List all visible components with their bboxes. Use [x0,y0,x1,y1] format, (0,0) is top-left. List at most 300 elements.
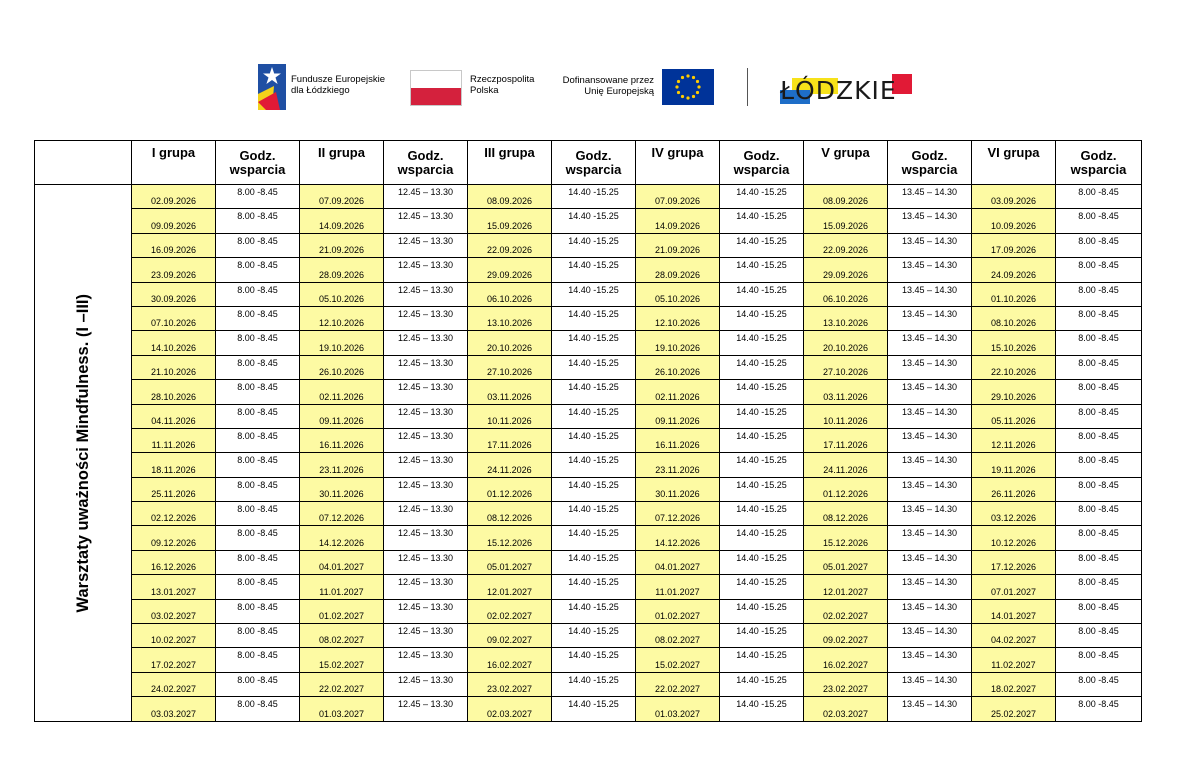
time-cell: 8.00 -8.45 [216,624,300,648]
time-cell: 14.40 -15.25 [552,185,636,209]
time-cell: 14.40 -15.25 [720,380,804,404]
header-group-3 [468,141,552,185]
time-cell: 14.40 -15.25 [720,672,804,696]
date-cell: 13.10.2026 [804,306,888,330]
time-cell: 8.00 -8.45 [1056,599,1142,623]
time-cell: 14.40 -15.25 [720,599,804,623]
header-hours-5 [888,141,972,185]
time-cell: 14.40 -15.25 [552,453,636,477]
date-cell: 10.11.2026 [468,404,552,428]
time-cell: 8.00 -8.45 [216,185,300,209]
date-cell: 01.03.2027 [636,697,720,721]
date-cell: 02.12.2026 [132,502,216,526]
date-cell: 14.01.2027 [972,599,1056,623]
header-row [35,141,1142,185]
time-cell: 8.00 -8.45 [1056,550,1142,574]
table-row [35,258,1142,282]
date-cell: 08.10.2026 [972,306,1056,330]
date-cell: 08.02.2027 [636,624,720,648]
date-cell: 26.11.2026 [972,477,1056,501]
date-cell: 05.01.2027 [804,550,888,574]
date-cell: 15.02.2027 [636,648,720,672]
time-cell: 14.40 -15.25 [720,428,804,452]
date-cell: 08.09.2026 [804,185,888,209]
header-line2: wsparcia [565,161,622,177]
time-cell: 13.45 – 14.30 [888,209,972,233]
time-cell: 14.40 -15.25 [552,672,636,696]
header-line1: Godz. [1080,147,1117,163]
date-cell: 22.02.2027 [300,672,384,696]
date-cell: 04.02.2027 [972,624,1056,648]
time-cell: 14.40 -15.25 [552,502,636,526]
table-row [35,355,1142,379]
date-cell: 22.02.2027 [636,672,720,696]
header-hours-3 [552,141,636,185]
time-cell: 13.45 – 14.30 [888,355,972,379]
date-cell: 29.09.2026 [468,258,552,282]
date-cell: 11.11.2026 [132,428,216,452]
header-hours-6 [1056,141,1142,185]
table-row [35,209,1142,233]
time-cell: 8.00 -8.45 [1056,209,1142,233]
date-cell: 07.09.2026 [636,185,720,209]
time-cell: 8.00 -8.45 [216,648,300,672]
time-cell: 12.45 – 13.30 [384,697,468,721]
date-cell: 23.11.2026 [636,453,720,477]
time-cell: 14.40 -15.25 [552,258,636,282]
date-cell: 02.02.2027 [468,599,552,623]
date-cell: 03.09.2026 [972,185,1056,209]
date-cell: 09.11.2026 [300,404,384,428]
time-cell: 14.40 -15.25 [720,355,804,379]
fe-line2: dla Łódzkiego [291,85,350,96]
date-cell: 10.11.2026 [804,404,888,428]
time-cell: 14.40 -15.25 [720,453,804,477]
date-cell: 17.11.2026 [804,428,888,452]
header-line2: wsparcia [397,161,454,177]
date-cell: 26.10.2026 [636,355,720,379]
date-cell: 08.09.2026 [468,185,552,209]
date-cell: 19.10.2026 [300,331,384,355]
time-cell: 12.45 – 13.30 [384,502,468,526]
time-cell: 14.40 -15.25 [552,209,636,233]
date-cell: 03.11.2026 [468,380,552,404]
header-line1: VI grupa [987,145,1040,160]
header-line1: V grupa [821,145,870,160]
time-cell: 12.45 – 13.30 [384,599,468,623]
time-cell: 12.45 – 13.30 [384,477,468,501]
rzeczpospolita-logo [410,70,540,110]
fe-line1: Fundusze Europejskie [291,74,385,85]
date-cell: 16.09.2026 [132,233,216,257]
time-cell: 8.00 -8.45 [216,502,300,526]
date-cell: 15.09.2026 [804,209,888,233]
time-cell: 12.45 – 13.30 [384,331,468,355]
time-cell: 8.00 -8.45 [216,575,300,599]
date-cell: 03.12.2026 [972,502,1056,526]
time-cell: 14.40 -15.25 [720,550,804,574]
date-cell: 07.12.2026 [300,502,384,526]
logo-divider [747,68,748,106]
time-cell: 14.40 -15.25 [720,306,804,330]
time-cell: 13.45 – 14.30 [888,477,972,501]
table-row [35,233,1142,257]
date-cell: 23.02.2027 [804,672,888,696]
time-cell: 8.00 -8.45 [216,355,300,379]
date-cell: 11.01.2027 [300,575,384,599]
header-corner [35,141,132,185]
time-cell: 12.45 – 13.30 [384,306,468,330]
header-group-2 [300,141,384,185]
time-cell: 14.40 -15.25 [552,599,636,623]
time-cell: 14.40 -15.25 [552,355,636,379]
date-cell: 01.12.2026 [804,477,888,501]
time-cell: 12.45 – 13.30 [384,624,468,648]
time-cell: 8.00 -8.45 [216,453,300,477]
rp-line1: Rzeczpospolita [470,74,535,85]
time-cell: 8.00 -8.45 [216,404,300,428]
date-cell: 09.11.2026 [636,404,720,428]
table-row [35,599,1142,623]
time-cell: 8.00 -8.45 [1056,355,1142,379]
time-cell: 14.40 -15.25 [720,526,804,550]
date-cell: 03.03.2027 [132,697,216,721]
time-cell: 8.00 -8.45 [216,550,300,574]
date-cell: 01.03.2027 [300,697,384,721]
fundusze-europejskie-logo [258,64,398,112]
time-cell: 8.00 -8.45 [1056,331,1142,355]
time-cell: 8.00 -8.45 [1056,258,1142,282]
time-cell: 12.45 – 13.30 [384,648,468,672]
date-cell: 14.12.2026 [636,526,720,550]
time-cell: 13.45 – 14.30 [888,502,972,526]
date-cell: 07.09.2026 [300,185,384,209]
date-cell: 30.09.2026 [132,282,216,306]
time-cell: 13.45 – 14.30 [888,306,972,330]
date-cell: 14.09.2026 [300,209,384,233]
date-cell: 09.09.2026 [132,209,216,233]
date-cell: 18.02.2027 [972,672,1056,696]
date-cell: 15.12.2026 [804,526,888,550]
header-line1: IV grupa [651,145,704,160]
side-label-cell [35,185,132,722]
table-row [35,672,1142,696]
date-cell: 04.01.2027 [300,550,384,574]
time-cell: 13.45 – 14.30 [888,526,972,550]
time-cell: 14.40 -15.25 [720,648,804,672]
table-row [35,648,1142,672]
date-cell: 05.10.2026 [636,282,720,306]
date-cell: 23.11.2026 [300,453,384,477]
time-cell: 12.45 – 13.30 [384,550,468,574]
time-cell: 8.00 -8.45 [216,233,300,257]
date-cell: 27.10.2026 [804,355,888,379]
time-cell: 8.00 -8.45 [1056,648,1142,672]
date-cell: 10.02.2027 [132,624,216,648]
time-cell: 8.00 -8.45 [1056,624,1142,648]
header-line2: wsparcia [733,161,790,177]
date-cell: 24.02.2027 [132,672,216,696]
table-row [35,453,1142,477]
table-row [35,404,1142,428]
table-row [35,282,1142,306]
date-cell: 22.09.2026 [804,233,888,257]
header-line2: wsparcia [901,161,958,177]
date-cell: 28.10.2026 [132,380,216,404]
time-cell: 14.40 -15.25 [720,404,804,428]
time-cell: 13.45 – 14.30 [888,185,972,209]
date-cell: 15.10.2026 [972,331,1056,355]
date-cell: 02.11.2026 [300,380,384,404]
date-cell: 29.10.2026 [972,380,1056,404]
date-cell: 12.01.2027 [804,575,888,599]
time-cell: 14.40 -15.25 [720,697,804,721]
date-cell: 02.09.2026 [132,185,216,209]
time-cell: 12.45 – 13.30 [384,526,468,550]
time-cell: 14.40 -15.25 [552,428,636,452]
date-cell: 07.10.2026 [132,306,216,330]
date-cell: 01.10.2026 [972,282,1056,306]
time-cell: 12.45 – 13.30 [384,233,468,257]
time-cell: 8.00 -8.45 [1056,282,1142,306]
time-cell: 14.40 -15.25 [552,550,636,574]
date-cell: 02.02.2027 [804,599,888,623]
date-cell: 25.11.2026 [132,477,216,501]
table-row [35,575,1142,599]
time-cell: 14.40 -15.25 [720,209,804,233]
date-cell: 16.11.2026 [300,428,384,452]
date-cell: 24.09.2026 [972,258,1056,282]
date-cell: 30.11.2026 [636,477,720,501]
header-group-5 [804,141,888,185]
time-cell: 8.00 -8.45 [1056,672,1142,696]
polish-flag-icon [410,70,462,106]
time-cell: 14.40 -15.25 [720,575,804,599]
date-cell: 05.10.2026 [300,282,384,306]
time-cell: 13.45 – 14.30 [888,404,972,428]
date-cell: 12.10.2026 [636,306,720,330]
time-cell: 14.40 -15.25 [552,404,636,428]
date-cell: 09.02.2027 [468,624,552,648]
time-cell: 14.40 -15.25 [552,306,636,330]
date-cell: 08.12.2026 [804,502,888,526]
time-cell: 8.00 -8.45 [216,428,300,452]
header-line1: Godz. [239,147,276,163]
lodzkie-wordmark: ŁÓDZKIE [780,76,897,105]
date-cell: 06.10.2026 [804,282,888,306]
time-cell: 12.45 – 13.30 [384,575,468,599]
date-cell: 27.10.2026 [468,355,552,379]
date-cell: 23.09.2026 [132,258,216,282]
date-cell: 25.02.2027 [972,697,1056,721]
time-cell: 13.45 – 14.30 [888,233,972,257]
time-cell: 14.40 -15.25 [552,575,636,599]
time-cell: 13.45 – 14.30 [888,648,972,672]
table-row [35,624,1142,648]
header-group-1 [132,141,216,185]
time-cell: 14.40 -15.25 [720,185,804,209]
time-cell: 8.00 -8.45 [1056,380,1142,404]
date-cell: 17.12.2026 [972,550,1056,574]
time-cell: 13.45 – 14.30 [888,258,972,282]
date-cell: 22.09.2026 [468,233,552,257]
date-cell: 07.01.2027 [972,575,1056,599]
time-cell: 12.45 – 13.30 [384,258,468,282]
table-row [35,697,1142,721]
date-cell: 14.12.2026 [300,526,384,550]
time-cell: 8.00 -8.45 [1056,526,1142,550]
time-cell: 8.00 -8.45 [216,599,300,623]
time-cell: 8.00 -8.45 [1056,306,1142,330]
time-cell: 8.00 -8.45 [216,331,300,355]
date-cell: 12.11.2026 [972,428,1056,452]
table-row [35,550,1142,574]
time-cell: 12.45 – 13.30 [384,282,468,306]
date-cell: 21.09.2026 [636,233,720,257]
date-cell: 05.11.2026 [972,404,1056,428]
time-cell: 8.00 -8.45 [1056,428,1142,452]
time-cell: 13.45 – 14.30 [888,453,972,477]
time-cell: 14.40 -15.25 [552,380,636,404]
date-cell: 22.10.2026 [972,355,1056,379]
header-hours-2 [384,141,468,185]
date-cell: 14.09.2026 [636,209,720,233]
time-cell: 8.00 -8.45 [1056,185,1142,209]
eu-line2: Unię Europejską [584,86,654,97]
date-cell: 15.02.2027 [300,648,384,672]
time-cell: 13.45 – 14.30 [888,380,972,404]
date-cell: 17.11.2026 [468,428,552,452]
time-cell: 13.45 – 14.30 [888,672,972,696]
date-cell: 16.02.2027 [468,648,552,672]
fe-star-icon [258,64,286,110]
date-cell: 21.09.2026 [300,233,384,257]
header-line1: Godz. [743,147,780,163]
date-cell: 18.11.2026 [132,453,216,477]
time-cell: 14.40 -15.25 [552,331,636,355]
date-cell: 13.10.2026 [468,306,552,330]
table-row [35,477,1142,501]
time-cell: 14.40 -15.25 [720,282,804,306]
date-cell: 24.11.2026 [468,453,552,477]
time-cell: 14.40 -15.25 [720,258,804,282]
time-cell: 12.45 – 13.30 [384,404,468,428]
date-cell: 28.09.2026 [636,258,720,282]
table-row [35,428,1142,452]
date-cell: 03.11.2026 [804,380,888,404]
time-cell: 13.45 – 14.30 [888,599,972,623]
header-line1: I grupa [151,145,196,160]
time-cell: 8.00 -8.45 [1056,404,1142,428]
date-cell: 19.11.2026 [972,453,1056,477]
time-cell: 14.40 -15.25 [720,624,804,648]
time-cell: 12.45 – 13.30 [384,185,468,209]
time-cell: 8.00 -8.45 [1056,575,1142,599]
table-row [35,526,1142,550]
date-cell: 04.01.2027 [636,550,720,574]
header-line1: Godz. [407,147,444,163]
table-row [35,306,1142,330]
date-cell: 02.03.2027 [804,697,888,721]
time-cell: 13.45 – 14.30 [888,550,972,574]
date-cell: 11.02.2027 [972,648,1056,672]
time-cell: 8.00 -8.45 [216,697,300,721]
header-line1: Godz. [911,147,948,163]
time-cell: 8.00 -8.45 [1056,233,1142,257]
date-cell: 23.02.2027 [468,672,552,696]
date-cell: 16.11.2026 [636,428,720,452]
date-cell: 30.11.2026 [300,477,384,501]
date-cell: 02.03.2027 [468,697,552,721]
time-cell: 8.00 -8.45 [216,209,300,233]
time-cell: 8.00 -8.45 [216,258,300,282]
date-cell: 10.12.2026 [972,526,1056,550]
time-cell: 14.40 -15.25 [552,648,636,672]
time-cell: 13.45 – 14.30 [888,575,972,599]
time-cell: 12.45 – 13.30 [384,428,468,452]
date-cell: 13.01.2027 [132,575,216,599]
date-cell: 10.09.2026 [972,209,1056,233]
time-cell: 14.40 -15.25 [720,233,804,257]
header-line1: III grupa [484,145,535,160]
time-cell: 13.45 – 14.30 [888,428,972,452]
time-cell: 8.00 -8.45 [216,380,300,404]
table-row [35,502,1142,526]
date-cell: 12.01.2027 [468,575,552,599]
date-cell: 04.11.2026 [132,404,216,428]
time-cell: 12.45 – 13.30 [384,355,468,379]
date-cell: 01.12.2026 [468,477,552,501]
date-cell: 17.02.2027 [132,648,216,672]
time-cell: 13.45 – 14.30 [888,624,972,648]
eu-flag-icon [662,69,714,105]
date-cell: 21.10.2026 [132,355,216,379]
time-cell: 12.45 – 13.30 [384,453,468,477]
lodzkie-logo [780,72,920,108]
header-hours-1 [216,141,300,185]
date-cell: 24.11.2026 [804,453,888,477]
time-cell: 8.00 -8.45 [216,282,300,306]
date-cell: 20.10.2026 [468,331,552,355]
time-cell: 8.00 -8.45 [1056,697,1142,721]
date-cell: 15.09.2026 [468,209,552,233]
time-cell: 14.40 -15.25 [552,282,636,306]
date-cell: 26.10.2026 [300,355,384,379]
time-cell: 14.40 -15.25 [552,697,636,721]
date-cell: 09.12.2026 [132,526,216,550]
date-cell: 12.10.2026 [300,306,384,330]
time-cell: 8.00 -8.45 [216,672,300,696]
date-cell: 02.11.2026 [636,380,720,404]
time-cell: 12.45 – 13.30 [384,672,468,696]
date-cell: 29.09.2026 [804,258,888,282]
table-row [35,185,1142,209]
header-group-4 [636,141,720,185]
date-cell: 11.01.2027 [636,575,720,599]
time-cell: 14.40 -15.25 [720,477,804,501]
date-cell: 19.10.2026 [636,331,720,355]
date-cell: 03.02.2027 [132,599,216,623]
date-cell: 06.10.2026 [468,282,552,306]
eu-logo [558,69,718,109]
date-cell: 07.12.2026 [636,502,720,526]
date-cell: 28.09.2026 [300,258,384,282]
table-row [35,380,1142,404]
time-cell: 13.45 – 14.30 [888,282,972,306]
header-line1: Godz. [575,147,612,163]
time-cell: 14.40 -15.25 [552,624,636,648]
date-cell: 14.10.2026 [132,331,216,355]
